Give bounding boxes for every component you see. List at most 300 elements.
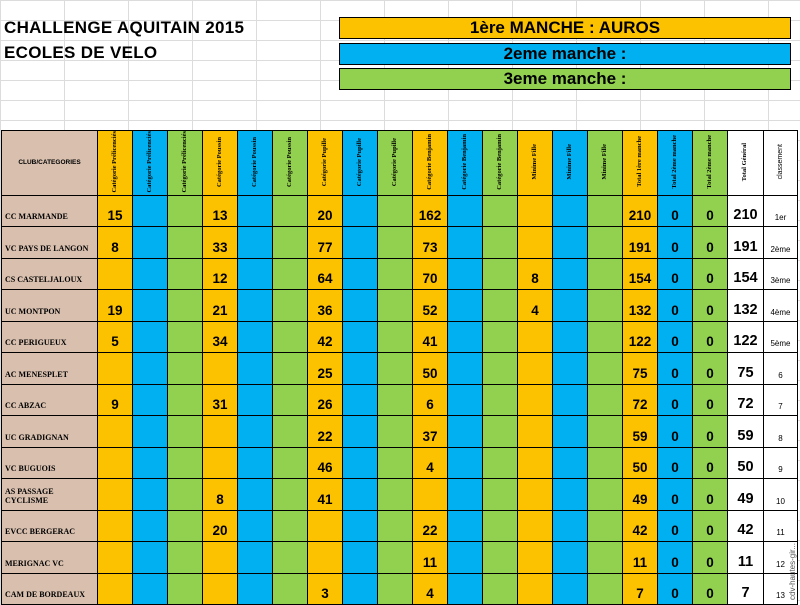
score-cell <box>308 542 343 574</box>
total-general-cell: 50 <box>728 447 764 479</box>
score-cell <box>448 384 483 416</box>
score-cell: 50 <box>623 447 658 479</box>
score-cell: 162 <box>413 195 448 227</box>
score-cell: 0 <box>658 542 693 574</box>
score-cell: 0 <box>658 353 693 385</box>
score-cell: 8 <box>518 258 553 290</box>
score-cell <box>553 479 588 511</box>
score-cell <box>483 510 518 542</box>
manche-1-banner: 1ère MANCHE : AUROS <box>339 17 791 39</box>
score-cell: 0 <box>693 290 728 322</box>
score-cell <box>483 447 518 479</box>
score-cell <box>588 290 623 322</box>
score-cell <box>518 542 553 574</box>
score-cell: 0 <box>658 447 693 479</box>
column-header-label: Catégorie Poussin <box>250 136 258 187</box>
score-cell: 122 <box>623 321 658 353</box>
column-header <box>133 131 168 196</box>
club-name-cell: CAM DE BORDEAUX <box>2 573 98 605</box>
table-row <box>2 384 798 416</box>
score-cell <box>273 510 308 542</box>
score-cell <box>588 416 623 448</box>
score-cell <box>588 258 623 290</box>
score-cell: 0 <box>658 227 693 259</box>
score-cell <box>448 353 483 385</box>
score-cell: 0 <box>658 290 693 322</box>
score-cell <box>553 416 588 448</box>
score-cell <box>588 510 623 542</box>
club-column-header: CLUB/CATEGORIES <box>2 131 98 196</box>
table-row <box>2 479 798 511</box>
score-cell <box>273 290 308 322</box>
score-cell: 73 <box>413 227 448 259</box>
total-general-cell: 132 <box>728 290 764 322</box>
score-cell: 0 <box>693 353 728 385</box>
score-cell <box>448 258 483 290</box>
score-cell <box>168 510 203 542</box>
score-cell <box>273 227 308 259</box>
score-cell: 22 <box>413 510 448 542</box>
score-cell <box>203 542 238 574</box>
score-cell <box>203 447 238 479</box>
score-cell <box>448 416 483 448</box>
column-header <box>588 131 623 196</box>
score-cell <box>343 384 378 416</box>
club-name-cell: UC MONTPON <box>2 290 98 322</box>
score-cell <box>588 447 623 479</box>
score-cell <box>343 416 378 448</box>
score-cell <box>343 542 378 574</box>
score-cell <box>553 510 588 542</box>
score-cell <box>133 479 168 511</box>
score-cell: 34 <box>203 321 238 353</box>
score-cell <box>553 353 588 385</box>
score-cell <box>518 321 553 353</box>
score-cell <box>273 195 308 227</box>
score-cell <box>98 353 133 385</box>
score-cell <box>133 353 168 385</box>
score-cell: 0 <box>693 479 728 511</box>
score-cell <box>168 353 203 385</box>
classement-cell: 13 <box>764 573 798 605</box>
score-cell <box>343 479 378 511</box>
table-row <box>2 195 798 227</box>
score-cell <box>378 195 413 227</box>
score-cell: 21 <box>203 290 238 322</box>
score-cell <box>168 258 203 290</box>
score-cell: 52 <box>413 290 448 322</box>
column-header <box>483 131 518 196</box>
score-cell <box>483 573 518 605</box>
classement-cell: 10 <box>764 479 798 511</box>
score-cell <box>378 479 413 511</box>
score-cell <box>203 573 238 605</box>
score-cell <box>483 542 518 574</box>
score-cell <box>518 573 553 605</box>
score-cell <box>588 542 623 574</box>
score-cell: 64 <box>308 258 343 290</box>
score-cell <box>238 227 273 259</box>
column-header <box>273 131 308 196</box>
score-cell <box>238 258 273 290</box>
score-cell <box>238 416 273 448</box>
classement-cell: 1er <box>764 195 798 227</box>
score-cell <box>448 542 483 574</box>
column-header <box>413 131 448 196</box>
score-cell: 46 <box>308 447 343 479</box>
total-general-cell: 7 <box>728 573 764 605</box>
score-cell: 36 <box>308 290 343 322</box>
score-cell <box>133 384 168 416</box>
table-row <box>2 573 798 605</box>
column-header-label: Catégorie Pupille <box>320 137 328 186</box>
table-header-row <box>2 131 798 196</box>
club-name-cell: CC ABZAC <box>2 384 98 416</box>
score-cell: 49 <box>623 479 658 511</box>
manche-2-banner: 2eme manche : <box>339 43 791 65</box>
score-cell <box>553 542 588 574</box>
score-cell <box>98 542 133 574</box>
score-cell: 11 <box>413 542 448 574</box>
score-cell: 154 <box>623 258 658 290</box>
table-row <box>2 227 798 259</box>
column-header <box>623 131 658 196</box>
score-cell <box>378 290 413 322</box>
score-cell: 75 <box>623 353 658 385</box>
score-cell <box>448 321 483 353</box>
score-cell <box>98 258 133 290</box>
column-header-label: Catégorie Prélicenciés <box>110 131 118 193</box>
score-cell: 0 <box>658 479 693 511</box>
column-header-label: Catégorie Prélicenciés <box>180 131 188 193</box>
score-cell <box>483 384 518 416</box>
score-cell: 26 <box>308 384 343 416</box>
score-cell: 7 <box>623 573 658 605</box>
score-cell <box>378 447 413 479</box>
score-cell <box>518 227 553 259</box>
score-cell: 5 <box>98 321 133 353</box>
score-cell <box>238 573 273 605</box>
score-cell: 41 <box>308 479 343 511</box>
club-name-cell: CC PERIGUEUX <box>2 321 98 353</box>
club-name-cell: CS CASTELJALOUX <box>2 258 98 290</box>
score-cell: 59 <box>623 416 658 448</box>
classement-cell: 9 <box>764 447 798 479</box>
column-header-label: Catégorie Pupille <box>390 137 398 186</box>
score-cell: 0 <box>658 258 693 290</box>
score-cell: 0 <box>693 510 728 542</box>
table-row <box>2 321 798 353</box>
score-cell: 12 <box>203 258 238 290</box>
column-header-label: Total 2ème manche <box>670 134 678 189</box>
score-cell: 41 <box>413 321 448 353</box>
score-cell <box>588 353 623 385</box>
score-cell <box>273 416 308 448</box>
score-cell <box>448 290 483 322</box>
column-header <box>658 131 693 196</box>
score-cell <box>273 353 308 385</box>
classement-cell: 7 <box>764 384 798 416</box>
column-header-label: Minime Fille <box>600 143 608 180</box>
score-cell <box>483 258 518 290</box>
score-cell <box>343 258 378 290</box>
page-title: CHALLENGE AQUITAIN 2015 <box>4 18 245 37</box>
table-row <box>2 447 798 479</box>
score-cell: 3 <box>308 573 343 605</box>
score-cell <box>343 353 378 385</box>
score-cell <box>378 227 413 259</box>
score-cell <box>273 384 308 416</box>
classement-cell: 12 <box>764 542 798 574</box>
score-cell <box>518 416 553 448</box>
score-cell: 0 <box>658 416 693 448</box>
score-cell: 4 <box>413 447 448 479</box>
classement-cell: 2ème <box>764 227 798 259</box>
score-cell <box>518 447 553 479</box>
score-cell <box>203 416 238 448</box>
column-header <box>203 131 238 196</box>
column-header <box>553 131 588 196</box>
score-cell <box>238 447 273 479</box>
score-cell <box>168 447 203 479</box>
score-cell <box>238 195 273 227</box>
score-cell <box>238 542 273 574</box>
watermark-text: cdv-hautes-gir... <box>788 543 797 600</box>
score-cell <box>133 258 168 290</box>
total-general-cell: 72 <box>728 384 764 416</box>
score-cell <box>588 384 623 416</box>
score-cell <box>483 227 518 259</box>
score-cell <box>448 510 483 542</box>
score-cell <box>203 353 238 385</box>
score-cell <box>483 353 518 385</box>
score-cell <box>483 416 518 448</box>
score-cell <box>483 195 518 227</box>
classement-cell: 5ème <box>764 321 798 353</box>
score-cell: 4 <box>413 573 448 605</box>
score-cell <box>518 479 553 511</box>
club-name-cell: VC BUGUOIS <box>2 447 98 479</box>
score-cell <box>133 290 168 322</box>
total-general-cell: 154 <box>728 258 764 290</box>
score-cell: 42 <box>623 510 658 542</box>
column-header-label: Catégorie Prélicenciés <box>145 131 153 193</box>
score-cell <box>168 321 203 353</box>
score-cell <box>273 321 308 353</box>
score-cell: 0 <box>693 258 728 290</box>
score-cell <box>448 447 483 479</box>
score-cell <box>273 542 308 574</box>
column-header <box>728 131 764 196</box>
score-cell: 6 <box>413 384 448 416</box>
score-cell <box>378 258 413 290</box>
score-cell <box>588 195 623 227</box>
score-cell: 0 <box>693 321 728 353</box>
score-cell <box>98 447 133 479</box>
column-header-label: Total 2ème manche <box>705 134 713 189</box>
club-name-cell: EVCC BERGERAC <box>2 510 98 542</box>
column-header <box>308 131 343 196</box>
score-cell <box>133 573 168 605</box>
column-header <box>448 131 483 196</box>
score-cell <box>343 227 378 259</box>
score-cell <box>483 290 518 322</box>
score-cell <box>133 227 168 259</box>
score-cell <box>133 195 168 227</box>
total-general-cell: 75 <box>728 353 764 385</box>
score-cell <box>378 510 413 542</box>
score-cell <box>588 479 623 511</box>
score-cell <box>168 542 203 574</box>
column-header <box>764 131 798 196</box>
classement-cell: 6 <box>764 353 798 385</box>
score-cell <box>553 227 588 259</box>
column-header-label: classement <box>776 144 784 180</box>
score-cell <box>553 447 588 479</box>
score-cell <box>133 321 168 353</box>
score-cell <box>98 479 133 511</box>
score-cell <box>518 510 553 542</box>
score-cell <box>238 290 273 322</box>
score-cell <box>378 416 413 448</box>
score-cell <box>343 195 378 227</box>
score-cell <box>168 384 203 416</box>
manche-3-banner: 3eme manche : <box>339 68 791 90</box>
total-general-cell: 11 <box>728 542 764 574</box>
score-cell <box>553 195 588 227</box>
table-row <box>2 510 798 542</box>
score-cell: 0 <box>658 510 693 542</box>
score-cell <box>168 416 203 448</box>
table-row <box>2 258 798 290</box>
score-cell <box>448 573 483 605</box>
column-header-label: Catégorie Benjamin <box>460 133 468 190</box>
score-cell <box>553 321 588 353</box>
total-general-cell: 122 <box>728 321 764 353</box>
score-cell <box>133 447 168 479</box>
score-cell: 0 <box>693 227 728 259</box>
total-general-cell: 191 <box>728 227 764 259</box>
score-cell <box>133 510 168 542</box>
score-cell: 8 <box>98 227 133 259</box>
score-cell: 0 <box>693 447 728 479</box>
score-cell: 22 <box>308 416 343 448</box>
score-cell <box>133 542 168 574</box>
score-cell <box>378 353 413 385</box>
score-cell: 0 <box>658 384 693 416</box>
score-cell: 191 <box>623 227 658 259</box>
score-cell <box>98 573 133 605</box>
score-cell <box>553 384 588 416</box>
score-cell <box>343 447 378 479</box>
column-header-label: Catégorie Poussin <box>215 136 223 187</box>
score-cell <box>168 573 203 605</box>
score-cell: 8 <box>203 479 238 511</box>
score-cell <box>448 195 483 227</box>
score-cell: 25 <box>308 353 343 385</box>
column-header-label: Catégorie Poussin <box>285 136 293 187</box>
table-row <box>2 290 798 322</box>
score-cell <box>343 290 378 322</box>
column-header <box>168 131 203 196</box>
score-cell: 132 <box>623 290 658 322</box>
club-name-cell: MERIGNAC VC <box>2 542 98 574</box>
total-general-cell: 42 <box>728 510 764 542</box>
score-cell <box>483 479 518 511</box>
score-cell <box>343 510 378 542</box>
score-cell <box>588 227 623 259</box>
score-cell <box>343 573 378 605</box>
classement-cell: 11 <box>764 510 798 542</box>
score-cell <box>483 321 518 353</box>
score-cell: 70 <box>413 258 448 290</box>
score-cell <box>238 353 273 385</box>
score-cell <box>518 195 553 227</box>
score-cell <box>273 573 308 605</box>
score-cell: 50 <box>413 353 448 385</box>
column-header-label: Total 1ère manche <box>635 136 643 188</box>
score-cell <box>168 479 203 511</box>
score-cell: 9 <box>98 384 133 416</box>
score-cell <box>553 290 588 322</box>
score-cell <box>168 195 203 227</box>
score-cell: 31 <box>203 384 238 416</box>
results-table <box>1 130 798 605</box>
score-cell <box>413 479 448 511</box>
column-header <box>518 131 553 196</box>
score-cell: 0 <box>693 542 728 574</box>
score-cell <box>238 479 273 511</box>
score-cell <box>553 573 588 605</box>
score-cell <box>588 321 623 353</box>
score-cell <box>378 384 413 416</box>
score-cell <box>378 321 413 353</box>
score-cell: 210 <box>623 195 658 227</box>
score-cell <box>238 321 273 353</box>
column-header-label: Catégorie Pupille <box>355 137 363 186</box>
score-cell: 0 <box>658 573 693 605</box>
score-cell <box>553 258 588 290</box>
score-cell: 15 <box>98 195 133 227</box>
total-general-cell: 49 <box>728 479 764 511</box>
club-name-cell: AS PASSAGE CYCLISME <box>2 479 98 511</box>
score-cell <box>378 573 413 605</box>
club-name-cell: AC MENESPLET <box>2 353 98 385</box>
score-cell <box>448 479 483 511</box>
score-cell: 42 <box>308 321 343 353</box>
column-header-label: Catégorie Benjamin <box>495 133 503 190</box>
score-cell: 11 <box>623 542 658 574</box>
score-cell: 77 <box>308 227 343 259</box>
score-cell: 0 <box>693 195 728 227</box>
score-cell <box>98 416 133 448</box>
club-name-cell: VC PAYS DE LANGON <box>2 227 98 259</box>
score-cell <box>518 353 553 385</box>
score-cell: 0 <box>693 384 728 416</box>
score-cell: 72 <box>623 384 658 416</box>
table-row <box>2 542 798 574</box>
score-cell: 37 <box>413 416 448 448</box>
total-general-cell: 210 <box>728 195 764 227</box>
score-cell <box>168 290 203 322</box>
score-cell: 19 <box>98 290 133 322</box>
total-general-cell: 59 <box>728 416 764 448</box>
column-header-label: Minime Fille <box>530 143 538 180</box>
column-header <box>693 131 728 196</box>
classement-cell: 8 <box>764 416 798 448</box>
column-header <box>343 131 378 196</box>
score-cell: 0 <box>658 321 693 353</box>
